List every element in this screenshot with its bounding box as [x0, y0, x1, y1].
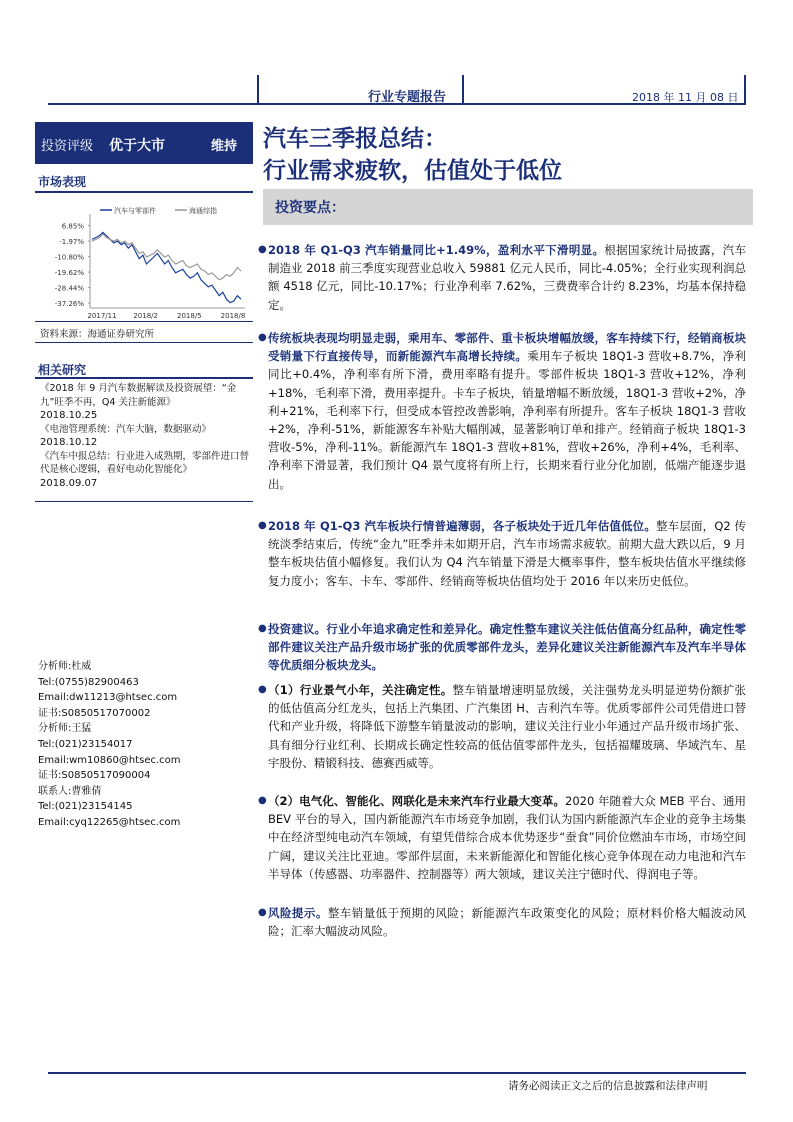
bullet-icon: ● — [258, 684, 267, 695]
key-point-lead: （1）行业景气小年，关注确定性。 — [268, 683, 453, 697]
y-tick-label: -19.62% — [54, 269, 84, 278]
bullet-icon: ● — [258, 907, 267, 918]
key-point-lead: （2）电气化、智能化、网联化是未来汽车行业最大变革。 — [268, 794, 565, 808]
key-point-paragraph — [258, 517, 747, 590]
series-line-2 — [92, 234, 241, 280]
y-tick-label: -1.97% — [59, 238, 84, 247]
related-item-date: 2018.10.25 — [40, 410, 98, 421]
chart-source: 资料来源：海通证券研究所 — [40, 329, 155, 340]
key-point-lead: 传统板块表现均明显走弱，乘用车、零部件、重卡板块增幅放缓，客车持续下行，经销商板块受销量下行直接传导，而新能源汽车高增长持续。 — [268, 331, 746, 364]
key-point-body: 2020 年随着大众 MEB 平台、通用 BEV 平台的导入，国内新能源汽车市场竞争加剧，我们认为国内新能源汽车企业的竞争主场集中在经济型纯电动汽车领域，有望凭借综合成本优势逐步“蚕食”同价位燃油车市场，市场空间广阔，建议关注比亚迪。零部件层面，未来新能源化和智能化核心竞争体现在动力电池和汽车半导体（传感器、功率器件、控制器等）两大领域，建议关注宁德时代、得润电子等。 — [268, 794, 747, 881]
rating-action: 维持 — [211, 139, 238, 154]
series-line-1 — [92, 232, 241, 302]
related-item-date: 2018.10.12 — [40, 437, 98, 448]
analyst-name: 分析师:杜威 — [38, 661, 92, 672]
x-tick-label: 2018/2 — [133, 312, 158, 320]
bullet-icon: ● — [258, 795, 267, 806]
related-item[interactable] — [40, 423, 250, 450]
analyst-email[interactable]: Email:dw11213@htsec.com — [38, 692, 178, 704]
rating-bar — [35, 122, 253, 164]
analyst-tel: Tel:(021)23154017 — [38, 738, 133, 750]
legend-label: 海通综指 — [189, 207, 217, 215]
related-item-date: 2018.09.07 — [40, 477, 98, 489]
key-point-body: 根据国家统计局披露，汽车制造业 2018 前三季度实现营业总收入 59881 亿元人民币，同比-4.05%；全行业实现利润总额 4518 亿元，同比-10.17%；行业净利率 7.62%，三费费率合计约 8.23%，均基本保持稳定。 — [268, 243, 746, 312]
market-chart — [35, 200, 253, 320]
x-tick-label: 2017/11 — [87, 312, 117, 320]
market-section-rule — [35, 191, 253, 193]
source-rule-bottom — [35, 342, 253, 343]
related-section-rule — [35, 377, 253, 379]
key-point-lead: 2018 年 Q1-Q3 汽车销量同比+1.49%，盈利水平下滑明显。 — [268, 243, 605, 257]
market-section-title: 市场表现 — [38, 175, 87, 189]
bullet-icon: ● — [258, 244, 267, 255]
related-item-title: 《2018 年 9 月汽车数据解读及投资展望：“金九”旺季不再，Q4 关注新能源》 — [40, 383, 237, 408]
analyst-email[interactable]: Email:wm10860@htsec.com — [38, 754, 181, 766]
y-tick-label: -37.26% — [54, 300, 84, 309]
related-item[interactable] — [40, 450, 250, 491]
y-tick-label: -28.44% — [54, 284, 84, 293]
related-item-title: 《汽车中报总结：行业进入成熟期，零部件进口替代是核心逻辑，看好电动化智能化》 — [40, 450, 250, 475]
key-point-paragraph — [258, 620, 746, 675]
analyst-tel: Tel:(0755)82900463 — [38, 676, 139, 688]
key-points-header — [263, 189, 753, 225]
key-point-paragraph — [258, 681, 746, 772]
analyst-name: 分析师:王猛 — [38, 723, 92, 735]
key-point-paragraph — [258, 329, 746, 493]
y-tick-label: 6.85% — [61, 222, 84, 231]
key-points-title: 投资要点： — [275, 200, 345, 216]
x-tick-label: 2018/8 — [220, 312, 246, 320]
analyst-contacts — [38, 659, 181, 831]
key-point-body: 整车销量低于预期的风险；新能源汽车政策变化的风险；原材料价格大幅波动风险；汇率大幅波动风险。 — [268, 906, 747, 939]
contact-tel: Tel:(021)23154145 — [38, 801, 133, 813]
legend-label: 汽车与零部件 — [114, 207, 156, 215]
key-point-paragraph — [258, 792, 747, 883]
contact-email[interactable]: Email:cyq12265@htsec.com — [38, 816, 181, 828]
related-section-title: 相关研究 — [38, 363, 87, 377]
related-item[interactable] — [40, 382, 250, 423]
bullet-icon: ● — [258, 623, 267, 634]
contact-name: 联系人:曹雅倩 — [38, 785, 102, 797]
header-divider-right — [744, 75, 746, 105]
key-point-lead: 投资建议。行业小年追求确定性和差异化。确定性整车建议关注低估值高分红品种，确定性零部件建议关注产品升级市场扩张的优质零部件龙头，差异化建议关注新能源汽车及汽车半导体等优质细分板块龙头。 — [268, 622, 746, 673]
rating-value: 优于大市 — [109, 138, 165, 154]
bullet-icon: ● — [258, 520, 267, 531]
bullet-icon: ● — [258, 332, 267, 343]
related-bottom-rule — [35, 501, 253, 502]
x-tick-label: 2018/5 — [177, 312, 202, 320]
key-point-body: 整车销量增速明显放缓，关注强势龙头明显逆势份额扩张的低估值高分红龙头，包括上汽集团、广汽集团 H、吉利汽车等。优质零部件公司凭借进口替代和产业升级，将降低下游整车销量波动的影响，建议关注行业小年通过产品升级市场扩张、具有细分行业红利、长期成长确定性较高的低估值零部件龙头，包括福耀玻璃、华域汽车、星宇股份、精锻科技、德赛西威等。 — [268, 683, 746, 770]
footer-rule — [48, 1072, 746, 1074]
y-tick-label: -10.80% — [54, 253, 84, 262]
rating-label: 投资评级 — [41, 139, 94, 154]
key-point-lead: 2018 年 Q1-Q3 汽车板块行情普遍薄弱，各子板块处于近几年估值低位。 — [268, 519, 657, 533]
header-divider-left — [257, 75, 259, 105]
analyst-cert: 证书:S0850517090004 — [38, 770, 151, 782]
key-point-body: 整车层面，Q2 传统淡季结束后，传统“金九”旺季并未如期开启，汽车市场需求疲软。前期大盘大跌以后，9 月整车板块估值小幅修复。我们认为 Q4 汽车销量下滑是大概率事件，整车板块估值水平继续修复力度小；客车、卡车、零部件、经销商等板块估值均处于 2016 年以来历史低位。 — [268, 519, 747, 588]
analyst-cert: 证书:S0850517070002 — [38, 707, 151, 719]
key-point-body: 乘用车子板块 18Q1-3 营收+8.7%，净利同比+0.4%，净利率有所下滑，费用率略有提升。零部件板块 18Q1-3 营收+12%，净利+18%，毛利率下滑，费用率提升。卡车子板块，销量增幅不断放缓，18Q1-3 营收+2%，净利+21%，毛利率下行，但受成本管控改善影响，净利率有所提升。客车子板块 18Q1-3 营收+2%，净利-51%，新能源客车补贴大幅削减，显著影响订单和排产。经销商子板块 18Q1-3 营收-5%，净利-11%。新能源汽车 18Q1-3 营收+81%，营收+26%，净利+4%，毛利率、净利率下滑显著，我们预计 Q4 景气度将有所上行，长期来看行业分化加剧，低端产能逐步退出。 — [268, 349, 746, 491]
report-date: 2018 年 11 月 08 日 — [632, 91, 739, 104]
related-item-title: 《电池管理系统：汽车大脑，数据驱动》 — [40, 423, 212, 435]
title-line-1: 汽车三季报总结： — [263, 125, 447, 152]
source-rule-top — [35, 321, 253, 322]
related-list — [40, 382, 250, 490]
key-point-paragraph — [258, 241, 746, 314]
key-point-paragraph — [258, 904, 747, 940]
title-line-2: 行业需求疲软，估值处于低位 — [263, 157, 562, 184]
disclaimer-link[interactable]: 请务必阅读正文之后的信息披露和法律声明 — [508, 1080, 708, 1092]
key-point-lead: 风险提示。 — [268, 906, 328, 920]
header-divider-mid — [462, 75, 464, 105]
report-type: 行业专题报告 — [368, 90, 447, 105]
